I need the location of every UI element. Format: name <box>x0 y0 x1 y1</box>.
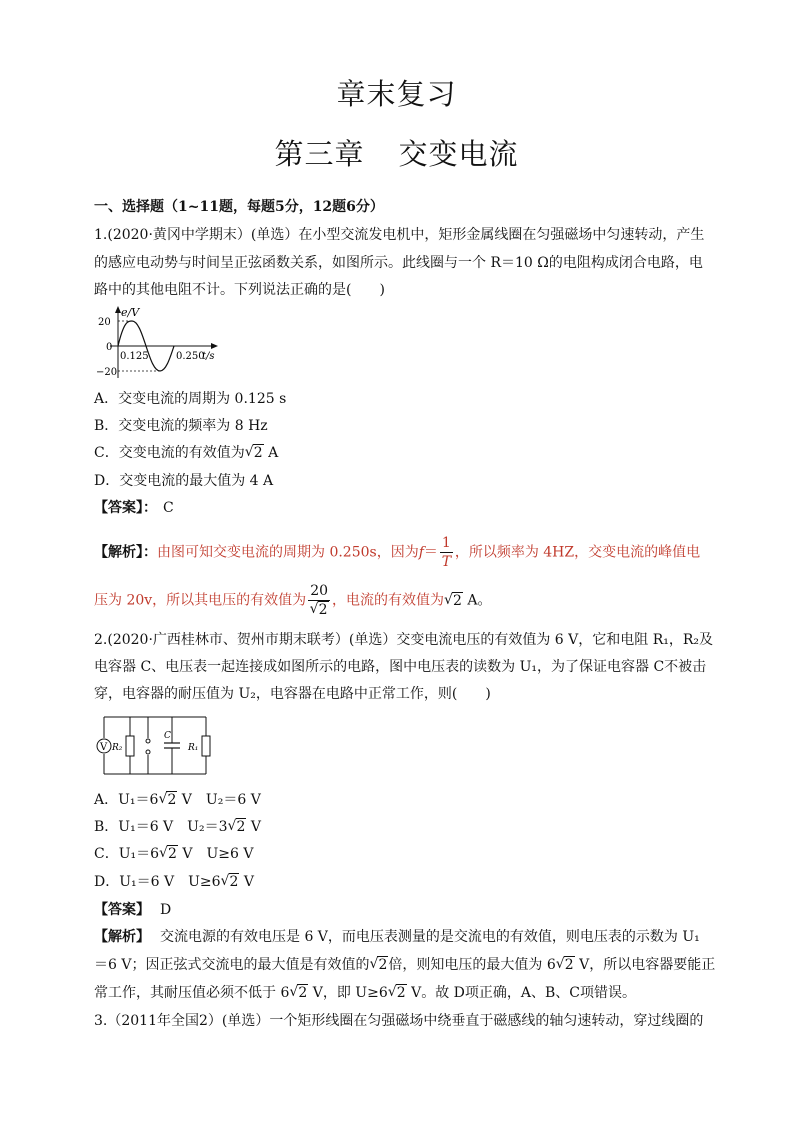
q1-sine-graph <box>94 304 224 382</box>
q2-analysis-line3: 常工作，其耐压值必须不低于 6√ 2 V，即 U≥6√ 2 V。故 D项正确，A、B、C项错误。 <box>94 983 704 1003</box>
q2-stem-line3: 穿，电容器的耐压值为 U₂，电容器在电路中正常工作，则( ) <box>94 686 491 702</box>
q1-stem-line1: 1.(2020·黄冈中学期末）(单选）在小型交流发电机中，矩形金属线圈在匀强磁场中匀速转动，产生 <box>94 227 705 243</box>
graph-ylabel: e/V <box>121 306 140 319</box>
q2-option-c: C．U₁＝6√ 2 V U≥6 V <box>94 844 704 864</box>
q3-stem-line1: 3.（2011年全国2）(单选）一个矩形线圈在匀强磁场中绕垂直于磁感线的轴匀速转动，穿过线圈的 <box>94 1013 704 1029</box>
page-title: 章末复习 <box>336 77 457 111</box>
q2-option-d: D．U₁＝6 V U≥6√ 2 V <box>94 872 704 892</box>
q1-option-d: D．交变电流的最大值为 4 A <box>94 473 274 489</box>
q1-analysis-line2: 压为 20v，所以其电压的有效值为 20 √ 2 ，电流的有效值为√ 2 A。 <box>94 582 704 619</box>
q1-option-b: B．交变电流的频率为 8 Hz <box>94 418 268 434</box>
q2-circuit-diagram <box>94 712 214 778</box>
q1-option-c: C．交变电流的有效值为√ 2 A <box>94 443 704 463</box>
chapter-number: 第三章 <box>274 137 365 171</box>
fraction-20-over-root2: 20 √ 2 <box>308 582 330 619</box>
capacitor-label: C <box>164 731 171 741</box>
r2-label: R₂ <box>112 743 123 753</box>
q2-option-a: A．U₁＝6√ 2 V U₂＝6 V <box>94 790 704 810</box>
q1-option-a: A．交变电流的周期为 0.125 s <box>94 391 287 407</box>
graph-xtick-2: 0.250 <box>176 351 205 362</box>
chapter-title <box>0 132 793 173</box>
fraction-1-over-T: $\frac{1}{T}$ <box>441 535 452 570</box>
q2-answer <box>94 900 704 920</box>
q2-stem-line2: 电容器 C、电压表一起连接成如图所示的电路，图中电压表的读数为 U₁，为了保证电容器 C不被击 <box>94 659 707 675</box>
q2-analysis-line1: 【解析】 交流电源的有效电压是 6 V，而电压表测量的是交流电的有效值，则电压表的示数为 U₁ <box>94 929 700 945</box>
answer-tag: 【答案】 <box>94 902 150 918</box>
answer-tag: 【答案】： <box>94 500 157 516</box>
graph-xlabel: t/s <box>202 351 215 362</box>
q2-stem-line1: 2.(2020·广西桂林市、贺州市期末联考）(单选）交变电流电压的有效值为 6 V，它和电阻 R₁，R₂及 <box>94 632 714 648</box>
q1-analysis-line1: 【解析】：由图可知交变电流的周期为 0.250s，因为f＝ $\frac{1}{T}$ ，所以频率为 4HZ，交变电流的峰值电 <box>94 535 701 570</box>
q1-stem-line3: 路中的其他电阻不计。下列说法正确的是( ) <box>94 282 385 298</box>
chapter-name: 交变电流 <box>398 137 519 171</box>
graph-ytick-zero: 0 <box>106 342 113 353</box>
graph-ytick-top: 20 <box>98 317 111 328</box>
q1-stem-line2: 的感应电动势与时间呈正弦函数关系，如图所示。此线圈与一个 R＝10 Ω的电阻构成闭合电路，电 <box>94 255 703 271</box>
analysis-tag: 【解析】： <box>94 544 157 561</box>
graph-xtick-1: 0.125 <box>120 351 149 362</box>
answer-value: C <box>163 500 174 516</box>
q1-answer <box>94 498 704 518</box>
graph-ytick-bottom: −20 <box>96 367 118 378</box>
r1-label: R₁ <box>188 743 199 753</box>
voltmeter-label: V <box>100 742 108 753</box>
answer-value: D <box>160 902 172 918</box>
analysis-tag: 【解析】 <box>94 929 150 945</box>
section-heading: 一、选择题（1~11题，每题5分，12题6分） <box>94 199 384 215</box>
q2-analysis-line2: ＝6 V；因正弦式交流电的最大值是有效值的√ 2倍，则知电压的最大值为 6√ 2 V，所以电容器要能正 <box>94 955 704 975</box>
q2-option-b: B．U₁＝6 V U₂＝3√ 2 V <box>94 817 704 837</box>
